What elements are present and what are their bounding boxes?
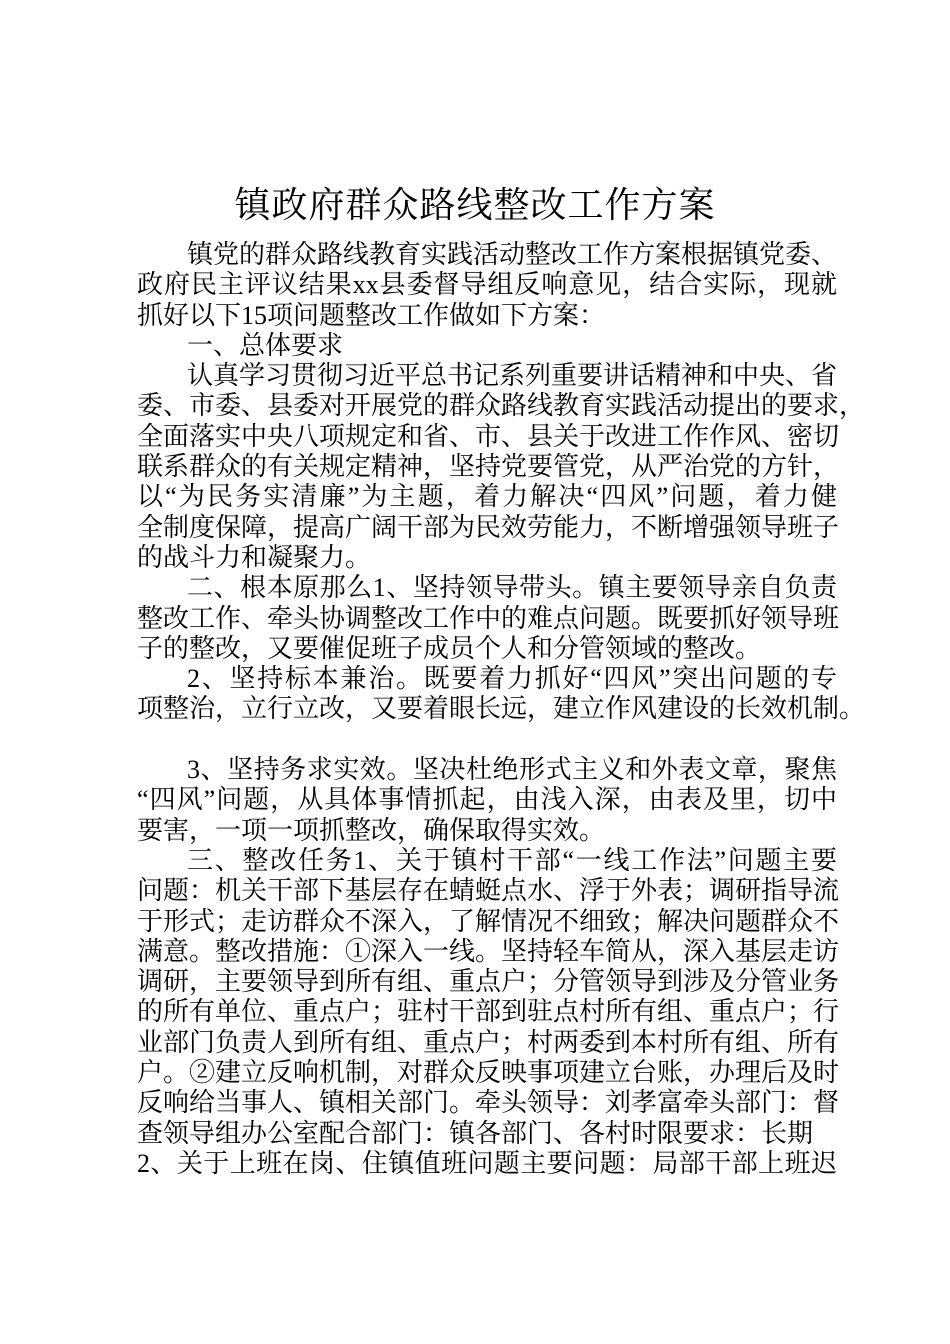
paragraph-line: 的战斗力和凝聚力。 bbox=[137, 542, 372, 572]
paragraph-line: “四风”问题，从具体事情抓起，由浅入深，由表及里，切中 bbox=[137, 785, 837, 815]
paragraph-line: 全面落实中央八项规定和省、市、县关于改进工作作风、密切 bbox=[137, 421, 840, 451]
paragraph-line: 户。②建立反响机制，对群众反映事项建立台账，办理后及时 bbox=[137, 1058, 840, 1088]
paragraph-line: 联系群众的有关规定精神，坚持党要管党，从严治党的方针， bbox=[137, 452, 840, 482]
section-heading: 一、总体要求 bbox=[187, 330, 344, 360]
paragraph-line: 整改工作、牵头协调整改工作中的难点问题。既要抓好领导班 bbox=[137, 603, 840, 633]
paragraph-line: 以“为民务实清廉”为主题，着力解决“四风”问题，着力健 bbox=[137, 482, 837, 512]
paragraph-line: 业部门负责人到所有组、重点户；村两委到本村所有组、所有 bbox=[137, 1027, 840, 1057]
paragraph-line: 三、整改任务1、关于镇村干部“一线工作法”问题主要 bbox=[187, 845, 837, 875]
paragraph-line: 二、根本原那么1、坚持领导带头。镇主要领导亲自负责 bbox=[187, 573, 837, 603]
paragraph-line: 认真学习贯彻习近平总书记系列重要讲话精神和中央、省 bbox=[187, 361, 838, 391]
paragraph-line: 问题：机关干部下基层存在蜻蜓点水、浮于外表；调研指导流 bbox=[137, 876, 840, 906]
document-body bbox=[137, 240, 866, 1179]
document-title: 镇政府群众路线整改工作方案 bbox=[234, 185, 716, 225]
paragraph-line: 2、关于上班在岗、住镇值班问题主要问题：局部干部上班迟 bbox=[137, 1148, 837, 1178]
blank-line bbox=[137, 725, 837, 755]
paragraph-line: 抓好以下15项问题整改工作做如下方案： bbox=[137, 300, 606, 330]
paragraph-line: 镇党的群众路线教育实践活动整改工作方案根据镇党委、 bbox=[187, 240, 838, 269]
paragraph-line: 调研，主要领导到所有组、重点户；分管领导到涉及分管业务 bbox=[137, 967, 840, 997]
paragraph-line: 反响给当事人、镇相关部门。牵头领导：刘孝富牵头部门：督 bbox=[137, 1088, 840, 1118]
paragraph-line: 要害，一项一项抓整改，确保取得实效。 bbox=[137, 815, 606, 845]
paragraph-line: 子的整改，又要催促班子成员个人和分管领域的整改。 bbox=[137, 633, 762, 663]
paragraph-line: 全制度保障，提高广阔干部为民效劳能力，不断增强领导班子 bbox=[137, 512, 840, 542]
paragraph-line: 3、坚持务求实效。坚决杜绝形式主义和外表文章，聚焦 bbox=[187, 755, 837, 785]
paragraph-line: 的所有单位、重点户；驻村干部到驻点村所有组、重点户；行 bbox=[137, 997, 840, 1027]
paragraph-line: 政府民主评议结果xx县委督导组反响意见，结合实际，现就 bbox=[137, 270, 837, 300]
paragraph-line: 于形式；走访群众不深入，了解情况不细致；解决问题群众不 bbox=[137, 906, 840, 936]
paragraph-line: 委、市委、县委对开展党的群众路线教育实践活动提出的要求， bbox=[137, 391, 866, 421]
paragraph-line: 查领导组办公室配合部门：镇各部门、各村时限要求：长期 bbox=[137, 1118, 814, 1148]
paragraph-line: 2、坚持标本兼治。既要着力抓好“四风”突出问题的专 bbox=[187, 664, 837, 694]
paragraph-line: 满意。整改措施：①深入一线。坚持轻车简从，深入基层走访 bbox=[137, 936, 840, 966]
paragraph-line: 项整治，立行立改，又要着眼长远，建立作风建设的长效机制。 bbox=[137, 694, 866, 724]
